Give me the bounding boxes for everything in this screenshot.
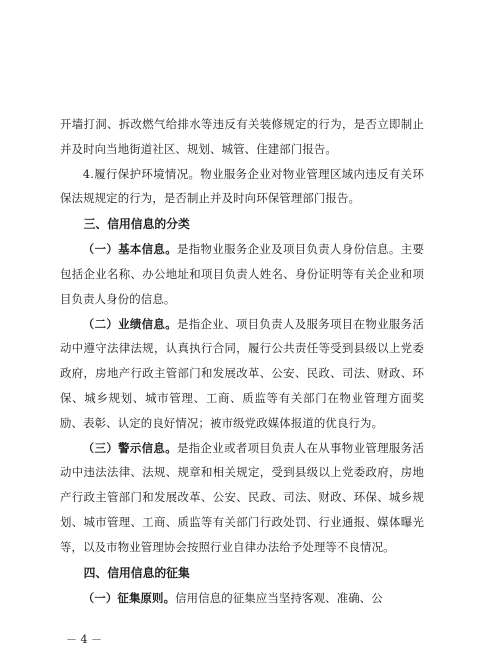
paragraph-continuation: 开墙打洞、拆改燃气给排水等违反有关装修规定的行为，是否立即制止并及时向当地街道社区、规划、城管、住建部门报告。 [60, 117, 424, 156]
paragraph-collection-principle-text: 信用信息的征集应当坚持客观、准确、公 [175, 590, 383, 605]
subheading-basic-info: （一）基本信息。 [82, 242, 177, 257]
section-heading-credit-classification: 三、信用信息的分类 [83, 217, 190, 232]
paragraph-warning-info [60, 436, 424, 560]
subheading-warning-info: （三）警示信息。 [82, 440, 177, 455]
subheading-performance-info: （二）业绩信息。 [82, 316, 177, 331]
document-body [60, 112, 424, 610]
paragraph-performance-info-text: 是指企业、项目负责人及服务项目在物业服务活动中遵守法律法规，认真执行合同，履行公共责任等受到县级以上党委政府，房地产行政主管部门和发展改革、公安、民政、司法、财政、环保、城乡规划、城市管理、工商、质监等有关部门在物业管理方面奖励、表彰、认定的良好情况；被市级党政媒体报道的优良行为。 [60, 316, 424, 430]
page-number: － 4 － [66, 633, 102, 646]
paragraph-performance-info [60, 312, 424, 436]
paragraph-environment-protection: 4.履行保护环境情况。物业服务企业对物业管理区域内违反有关环保法规规定的行为，是否制止并及时向环保管理部门报告。 [60, 166, 424, 206]
paragraph-collection-principle [60, 586, 424, 611]
paragraph-warning-info-text: 是指企业或者项目负责人在从事物业管理服务活动中违法法律、法规、规章和相关规定，受到县级以上党委政府，房地产行政主管部门和发展改革、公安、民政、司法、财政、环保、城乡规划、城市管理、工商、质监等有关部门行政处罚、行业通报、媒体曝光等，以及市物业管理协会按照行业自律办法给予处理等不良情况。 [60, 440, 424, 554]
subheading-collection-principle: （一）征集原则。 [82, 590, 176, 605]
paragraph-basic-info [60, 237, 424, 311]
paragraph-basic-info-text: 是指物业服务企业及项目负责人身份信息。主要包括企业名称、办公地址和项目负责人姓名、身份证明等有关企业和项目负责人身份的信息。 [60, 242, 424, 306]
section-heading-credit-collection: 四、信用信息的征集 [83, 565, 190, 580]
